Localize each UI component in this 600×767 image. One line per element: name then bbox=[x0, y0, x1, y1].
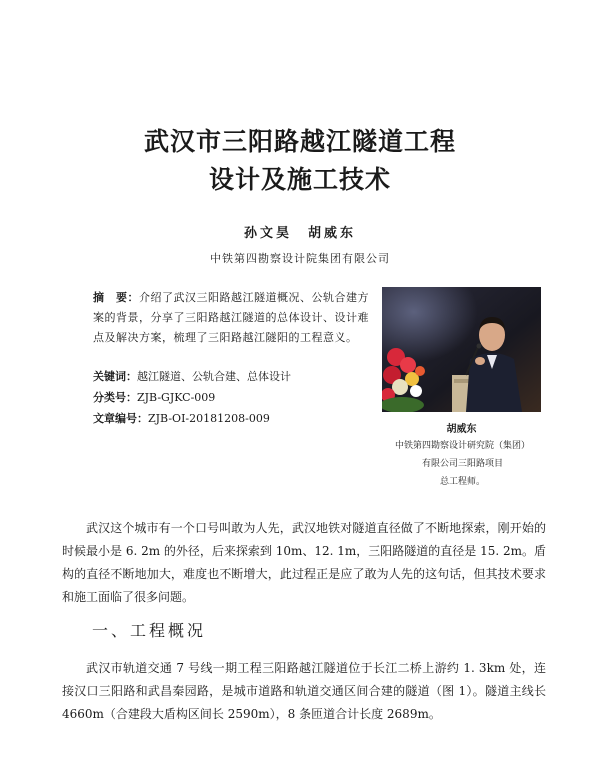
abstract bbox=[93, 288, 369, 348]
classification-text: ZJB-GJKC-009 bbox=[137, 391, 216, 404]
article-number bbox=[93, 410, 393, 426]
title-line-2: 设计及施工技术 bbox=[208, 165, 391, 194]
abstract-text: 介绍了武汉三阳路越江隧道概况、公轨合建方案的背景，分享了三阳路越江隧道的总体设计、设计难点及解决方案，梳理了三阳路越江隧阳的工程意义。 bbox=[93, 291, 369, 344]
section-paragraph: 武汉市轨道交通 7 号线一期工程三阳路越江隧道位于长江二桥上游约 1. 3km 处，连接汉口三阳路和武昌秦园路，是城市道路和轨道交通区间合建的隧道（图 1）。隧道主线长 4660m（合建段大盾构区间长 2590m），8 条匝道合计长度 2689m。 bbox=[62, 661, 546, 721]
intro-paragraph: 武汉这个城市有一个口号叫敢为人先，武汉地铁对隧道直径做了不断地探索，刚开始的时候最小是 6. 2m 的外径，后来探索到 10m、12. 1m，三阳路隧道的直径是 15. 2m。盾构的直径不断地加大，难度也不断增大，此过程正是应了敢为人先的这句话，但其技术要求和施工面临了很多问题。 bbox=[62, 521, 547, 604]
photo-caption-line-3: 总工程师。 bbox=[439, 477, 485, 487]
author-photo-image bbox=[382, 287, 541, 412]
photo-caption-line-2: 有限公司三阳路项目 bbox=[421, 459, 503, 469]
classification-label: 分类号： bbox=[93, 391, 137, 404]
photo-caption-line-1: 中铁第四勘察设计研究院（集团） bbox=[394, 441, 530, 451]
keywords-label: 关键词： bbox=[93, 370, 137, 383]
article-number-text: ZJB-OI-20181208-009 bbox=[148, 412, 270, 425]
keywords bbox=[93, 368, 393, 384]
title-line-1: 武汉市三阳路越江隧道工程 bbox=[143, 127, 456, 156]
section-heading: 一、工程概况 bbox=[92, 621, 207, 640]
organization: 中铁第四勘察设计院集团有限公司 bbox=[210, 252, 390, 265]
authors: 孙文昊 胡威东 bbox=[243, 226, 356, 241]
keywords-text: 越江隧道、公轨合建、总体设计 bbox=[137, 370, 291, 383]
abstract-label: 摘 要： bbox=[93, 291, 139, 304]
article-number-label: 文章编号： bbox=[93, 412, 148, 425]
author-photo bbox=[382, 287, 541, 412]
photo-caption-name: 胡威东 bbox=[446, 424, 477, 435]
classification bbox=[93, 389, 393, 405]
